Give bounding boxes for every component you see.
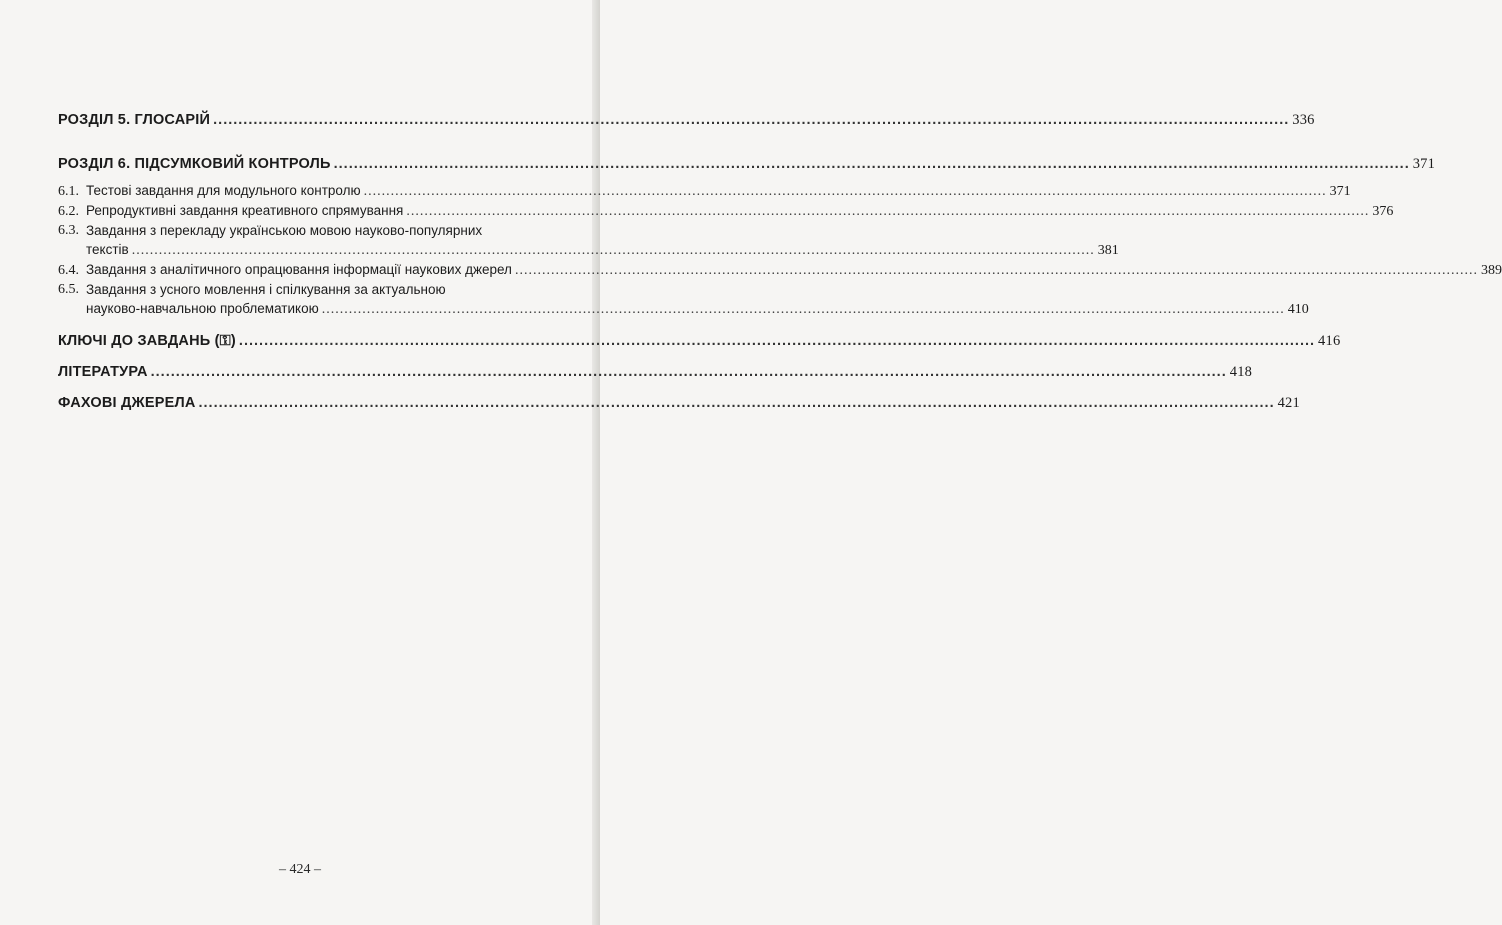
toc-subentry-page: 371 [1329, 184, 1351, 199]
toc-subentry-title: Тестові завдання для модульного контролю [86, 183, 361, 198]
toc-subentry-6-5[interactable] [58, 280, 1309, 319]
toc-entry-title: ФАХОВІ ДЖЕРЕЛА [58, 395, 196, 411]
toc-entry-keys[interactable] [58, 333, 1341, 350]
toc-entry-page: 336 [1292, 112, 1315, 128]
toc-entry-title: КЛЮЧІ ДО ЗАВДАНЬ (⚿) [58, 333, 236, 349]
toc-subentry-6-1[interactable] [58, 181, 1351, 201]
toc-entry-literature[interactable] [58, 364, 1253, 381]
toc-entry-sources[interactable] [58, 395, 1300, 412]
toc-entry-title: РОЗДІЛ 5. ГЛОСАРІЙ [58, 112, 211, 128]
toc-entry-page: 416 [1318, 333, 1341, 349]
page-edge [592, 0, 600, 925]
toc-subentry-page: 410 [1287, 302, 1309, 317]
toc-subsection-list [58, 181, 1502, 319]
toc-subentry-number: 6.1. [58, 184, 79, 199]
toc-subentry-number: 6.5. [58, 282, 79, 297]
toc-subentry-page: 389 [1480, 263, 1502, 278]
leader-dots [213, 112, 1289, 128]
toc-subentry-6-3[interactable] [58, 221, 1119, 260]
leader-dots [364, 182, 1327, 201]
leader-dots [198, 395, 1274, 411]
toc-subentry-body [86, 280, 1309, 319]
toc-subentry-number: 6.3. [58, 223, 79, 238]
toc-entry-page: 371 [1412, 156, 1436, 172]
toc-subentry-title: Завдання з аналітичного опрацювання інформації наукових джерел [86, 262, 512, 277]
leader-dots [515, 261, 1478, 280]
leader-dots [334, 156, 1410, 172]
table-of-contents [58, 112, 1502, 412]
toc-subentry-number: 6.4. [58, 263, 79, 278]
toc-entry-section-6[interactable] [58, 156, 1436, 173]
toc-subentry-title-line2: науково-навчальною проблематикою [86, 301, 319, 316]
page-number: – 424 – [279, 862, 321, 877]
toc-subentry-body [86, 221, 1119, 260]
toc-subentry-page: 381 [1097, 243, 1119, 258]
toc-subentry-title-line1: Завдання з усного мовлення і спілкування за актуальною [86, 282, 446, 297]
leader-dots [322, 300, 1285, 319]
toc-entry-page: 418 [1229, 364, 1253, 380]
leader-dots [239, 333, 1315, 349]
toc-entry-title: ЛІТЕРАТУРА [58, 364, 148, 380]
leader-dots [132, 241, 1095, 260]
toc-entry-section-5[interactable] [58, 112, 1315, 129]
toc-subentry-title: Репродуктивні завдання креативного спрямування [86, 203, 404, 218]
toc-subentry-page: 376 [1372, 204, 1394, 219]
toc-subentry-number: 6.2. [58, 204, 79, 219]
toc-subentry-title-line1: Завдання з перекладу українською мовою науково-популярних [86, 223, 483, 238]
leader-dots [406, 202, 1369, 221]
leader-dots [151, 364, 1227, 380]
toc-entry-title: РОЗДІЛ 6. ПІДСУМКОВИЙ КОНТРОЛЬ [58, 156, 331, 172]
toc-subentry-6-2[interactable] [58, 201, 1394, 221]
toc-subentry-title-line2: текстів [86, 242, 129, 257]
toc-subentry-6-4[interactable] [58, 260, 1502, 280]
toc-entry-page: 421 [1277, 395, 1300, 411]
